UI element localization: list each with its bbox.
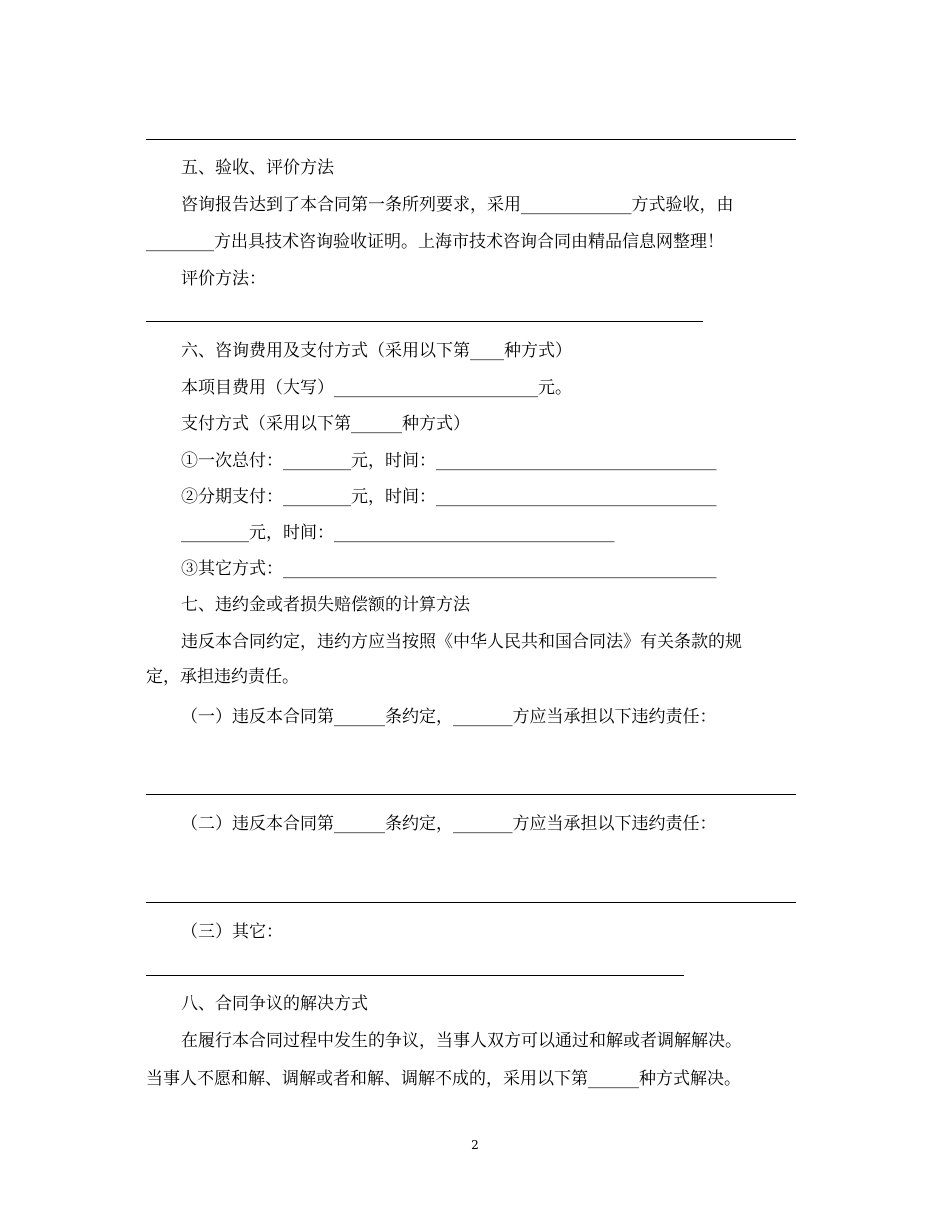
page-number: 2 — [471, 1138, 479, 1152]
paragraph-line: 本项目费用（大写）________________________元。 — [181, 378, 572, 398]
section-5-heading: 五、验收、评价方法 — [181, 158, 334, 178]
paragraph-line: 支付方式（采用以下第______种方式） — [181, 414, 470, 434]
rule-breach-other — [146, 975, 684, 976]
evaluation-method-label: 评价方法： — [181, 269, 266, 289]
paragraph-line: ________方出具技术咨询验收证明。上海市技术咨询合同由精品信息网整理！ — [146, 232, 724, 252]
rule-top — [146, 139, 796, 140]
section-6-heading: 六、咨询费用及支付方式（采用以下第____种方式） — [181, 341, 572, 361]
paragraph-line: （二）违反本合同第______条约定，_______方应当承担以下违约责任： — [181, 814, 717, 834]
paragraph-line: ③其它方式：___________________________________________________ — [181, 559, 717, 579]
section-7-heading: 七、违约金或者损失赔偿额的计算方法 — [181, 595, 470, 615]
paragraph-line: （一）违反本合同第______条约定，_______方应当承担以下违约责任： — [181, 707, 717, 727]
rule-breach-1 — [146, 794, 796, 795]
paragraph-line: 咨询报告达到了本合同第一条所列要求，采用_____________方式验收，由 — [181, 195, 734, 215]
paragraph-line: ①一次总付：________元，时间：_________________________________ — [181, 451, 717, 471]
paragraph-line: 当事人不愿和解、调解或者和解、调解不成的，采用以下第______种方式解决。 — [146, 1069, 741, 1089]
paragraph-line: 在履行本合同过程中发生的争议，当事人双方可以通过和解或者调解解决。 — [181, 1031, 742, 1051]
paragraph-line: 违反本合同约定，违约方应当按照《中华人民共和国合同法》有关条款的规 — [181, 632, 742, 652]
section-8-heading: 八、合同争议的解决方式 — [181, 994, 368, 1014]
paragraph-line: ________元，时间：_________________________________ — [181, 523, 615, 543]
paragraph-line: ②分期支付：________元，时间：_________________________________ — [181, 487, 717, 507]
rule-breach-2 — [146, 902, 796, 903]
paragraph-line: （三）其它： — [181, 922, 283, 942]
paragraph-line: 定，承担违约责任。 — [146, 667, 299, 687]
rule-evaluation-method — [146, 321, 703, 322]
